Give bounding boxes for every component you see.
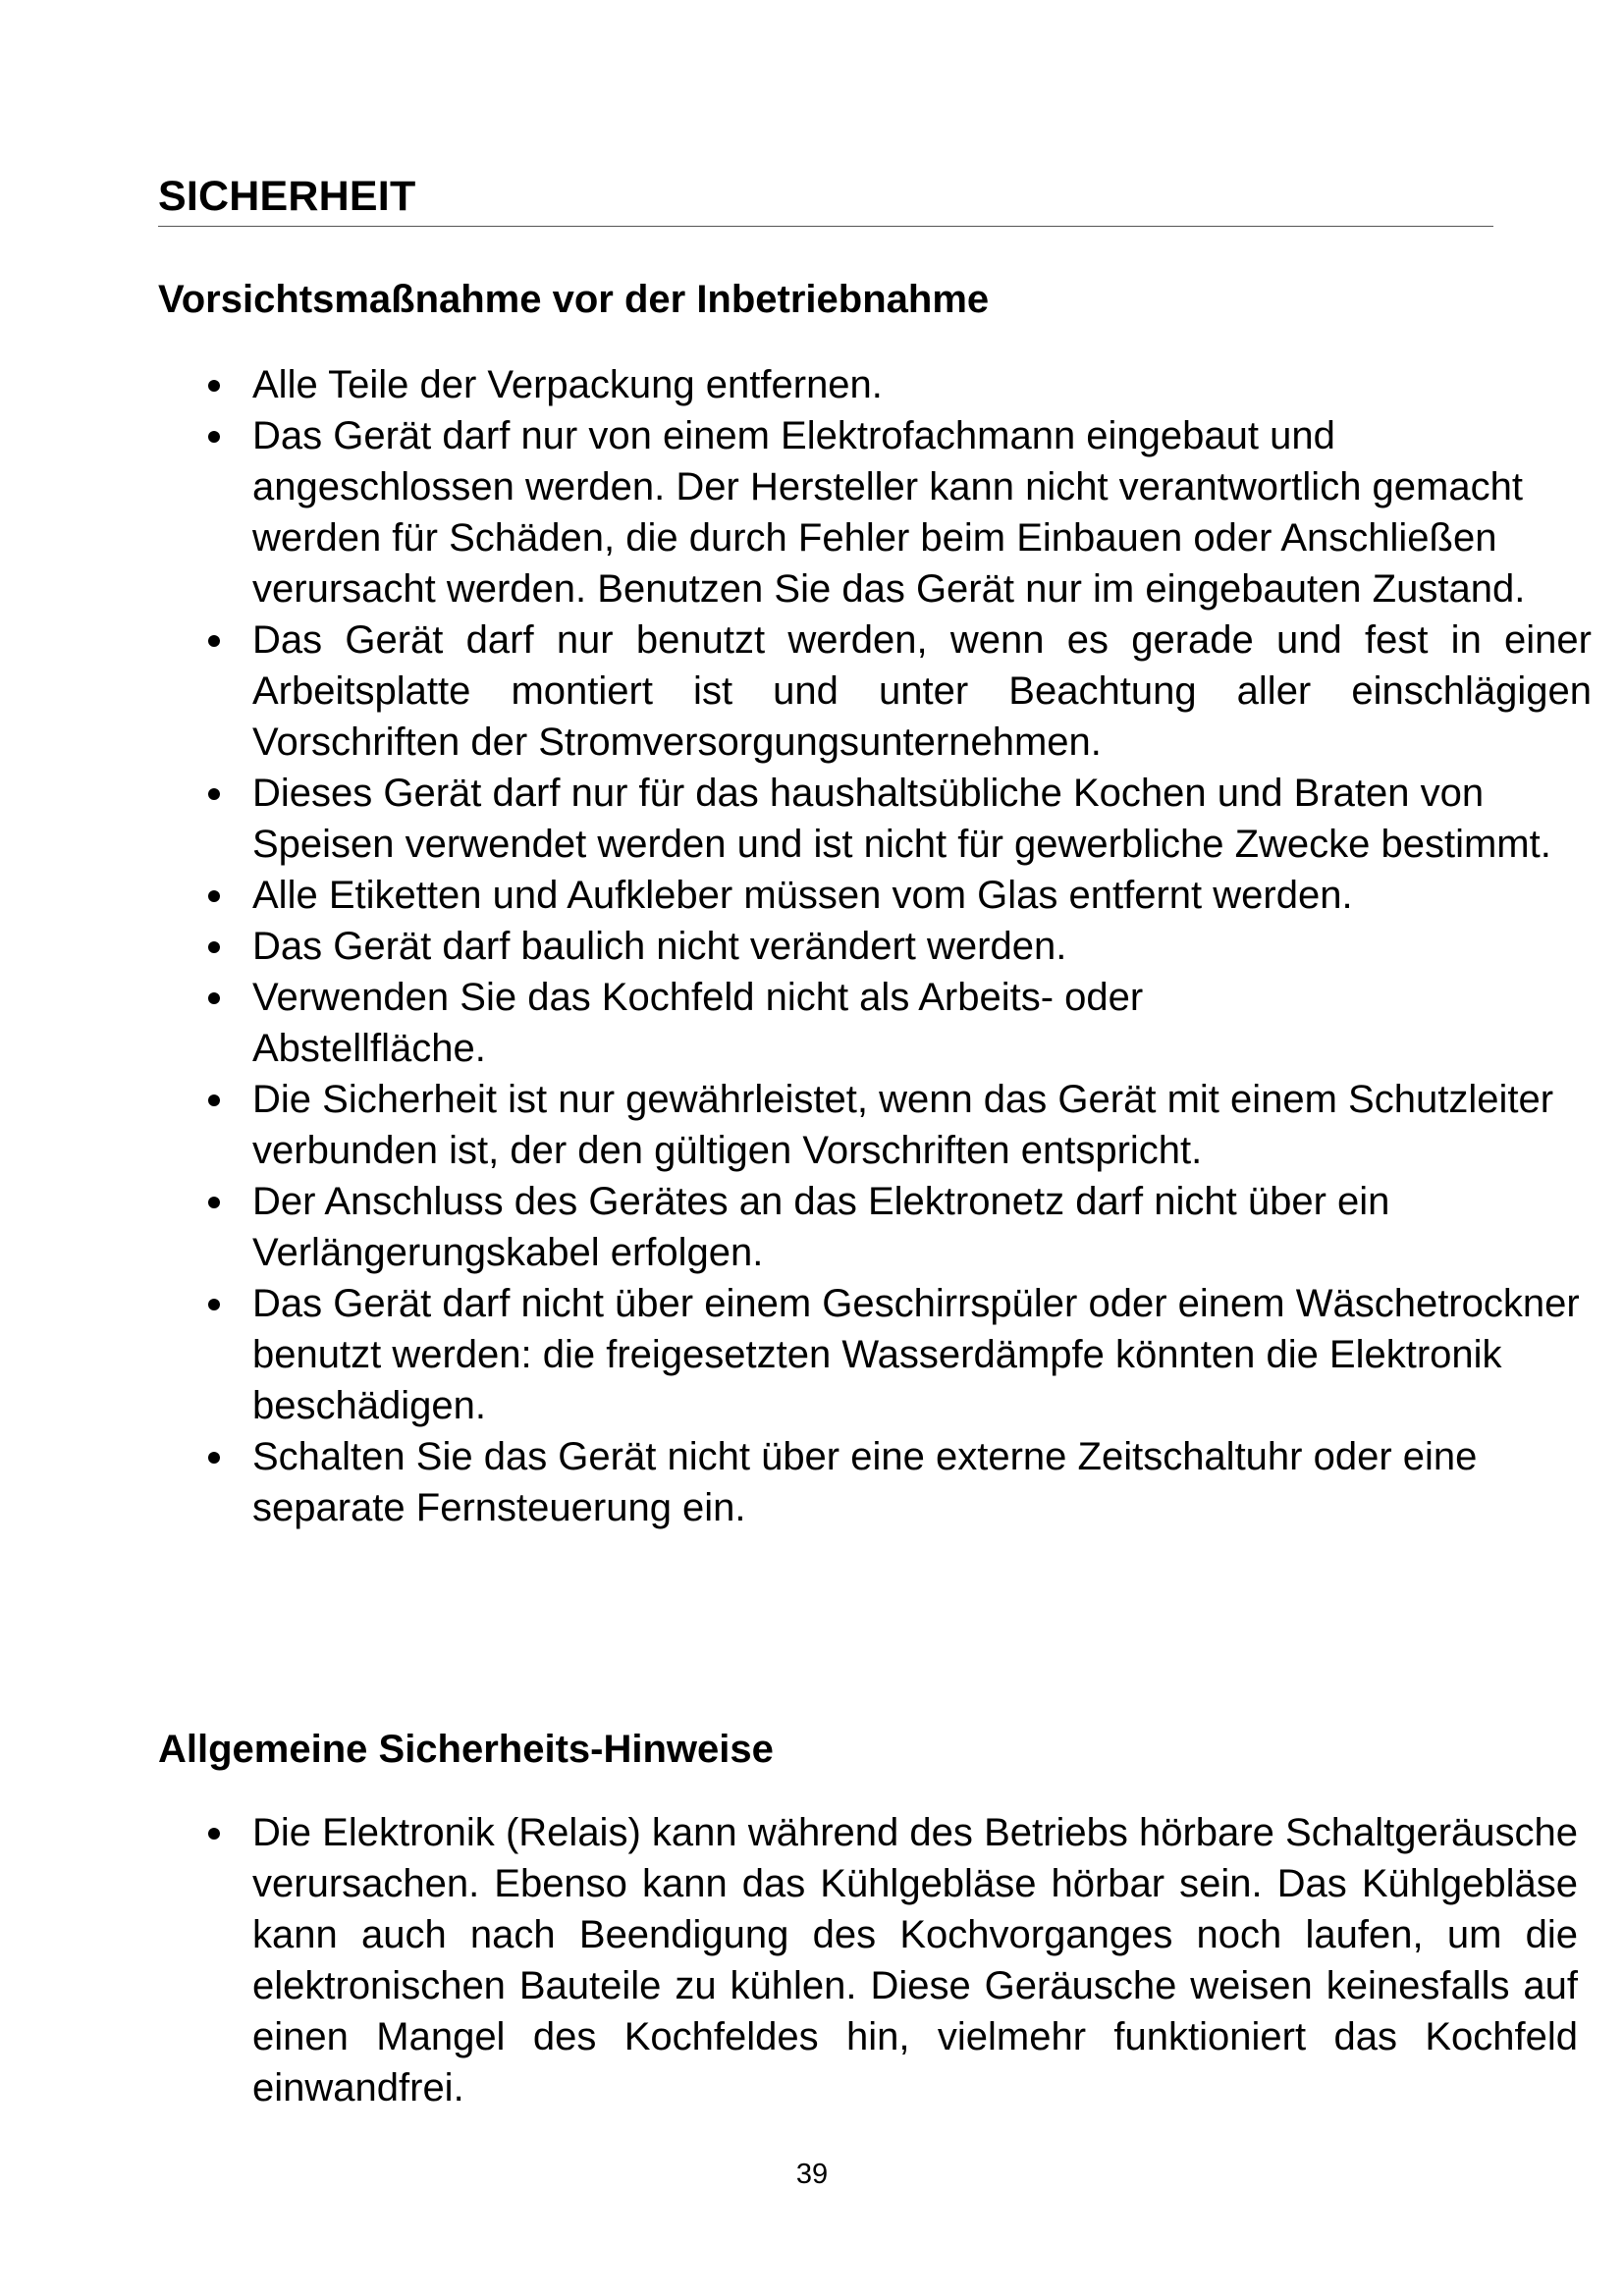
list-item bbox=[0, 1278, 1592, 1431]
list-item bbox=[0, 972, 1293, 1074]
bullet-icon bbox=[208, 380, 220, 392]
list-item bbox=[0, 1074, 1592, 1176]
list-item bbox=[0, 921, 1592, 972]
page-number: 39 bbox=[795, 2159, 829, 2190]
subheading-general-safety: Allgemeine Sicherheits-Hinweise bbox=[158, 1728, 774, 1771]
general-safety-list bbox=[0, 1807, 1578, 2113]
list-item-text: Alle Teile der Verpackung entfernen. bbox=[252, 363, 883, 406]
list-item bbox=[0, 1431, 1592, 1533]
list-item-text: Alle Etiketten und Aufkleber müssen vom Glas entfernt werden. bbox=[252, 874, 1353, 917]
section-title: SICHERHEIT bbox=[158, 173, 416, 220]
list-item bbox=[0, 870, 1592, 921]
list-item bbox=[0, 1807, 1578, 2113]
list-item-text: Die Elektronik (Relais) kann während des Betriebs hörbare Schaltgeräusche verursachen. Ebenso kann das Kühlgebläse hörbar sein. Das Kühlgebläse kann auch nach Beendigung des Kochvorganges noch laufen, um die elektronischen Bauteile zu kühlen. Diese Geräusche weisen keinesfalls auf einen Mangel des Kochfeldes hin, vielmehr funktioniert das Kochfeld einwandfrei. bbox=[252, 1811, 1578, 2109]
list-item-text: Der Anschluss des Gerätes an das Elektronetz darf nicht über ein Verlängerungskabel erfolgen. bbox=[252, 1180, 1390, 1274]
bullet-icon bbox=[208, 635, 220, 647]
list-item-text: Schalten Sie das Gerät nicht über eine externe Zeitschaltuhr oder eine separate Fernsteuerung ein. bbox=[252, 1435, 1478, 1529]
bullet-icon bbox=[208, 788, 220, 800]
list-item bbox=[0, 768, 1592, 870]
bullet-icon bbox=[208, 1452, 220, 1464]
list-item-text: Das Gerät darf nur von einem Elektrofachmann eingebaut und angeschlossen werden. Der Hersteller kann nicht verantwortlich gemacht werden für Schäden, die durch Fehler beim Einbauen oder Anschließen verursacht werden. Benutzen Sie das Gerät nur im eingebauten Zustand. bbox=[252, 414, 1526, 611]
list-item-text: Das Gerät darf baulich nicht verändert werden. bbox=[252, 925, 1067, 968]
bullet-icon bbox=[208, 1197, 220, 1208]
list-item-text: Dieses Gerät darf nur für das haushaltsübliche Kochen und Braten von Speisen verwendet werden und ist nicht für gewerbliche Zwecke bestimmt. bbox=[252, 772, 1551, 866]
list-item-text: Das Gerät darf nur benutzt werden, wenn es gerade und fest in einer Arbeitsplatte montiert ist und unter Beachtung aller einschlägigen Vorschriften der Stromversorgungsunternehmen. bbox=[252, 618, 1592, 764]
list-item-text: Das Gerät darf nicht über einem Geschirrspüler oder einem Wäschetrockner benutzt werden: die freigesetzten Wasserdämpfe könnten die Elektronik beschädigen. bbox=[252, 1282, 1580, 1427]
list-item bbox=[0, 359, 1592, 410]
title-underline bbox=[158, 226, 1493, 227]
subheading-precautions: Vorsichtsmaßnahme vor der Inbetriebnahme bbox=[158, 278, 990, 321]
list-item-text: Die Sicherheit ist nur gewährleistet, wenn das Gerät mit einem Schutzleiter verbunden ist, der den gültigen Vorschriften entspricht. bbox=[252, 1078, 1554, 1172]
precautions-list bbox=[0, 359, 1592, 1533]
list-item bbox=[0, 1176, 1592, 1278]
bullet-icon bbox=[208, 941, 220, 953]
list-item bbox=[0, 614, 1592, 768]
list-item-text: Verwenden Sie das Kochfeld nicht als Arbeits- oder Abstellfläche. bbox=[252, 976, 1144, 1070]
list-item bbox=[0, 410, 1592, 614]
bullet-icon bbox=[208, 890, 220, 902]
bullet-icon bbox=[208, 431, 220, 443]
bullet-icon bbox=[208, 1828, 220, 1840]
bullet-icon bbox=[208, 1299, 220, 1310]
bullet-icon bbox=[208, 1095, 220, 1106]
bullet-icon bbox=[208, 992, 220, 1004]
